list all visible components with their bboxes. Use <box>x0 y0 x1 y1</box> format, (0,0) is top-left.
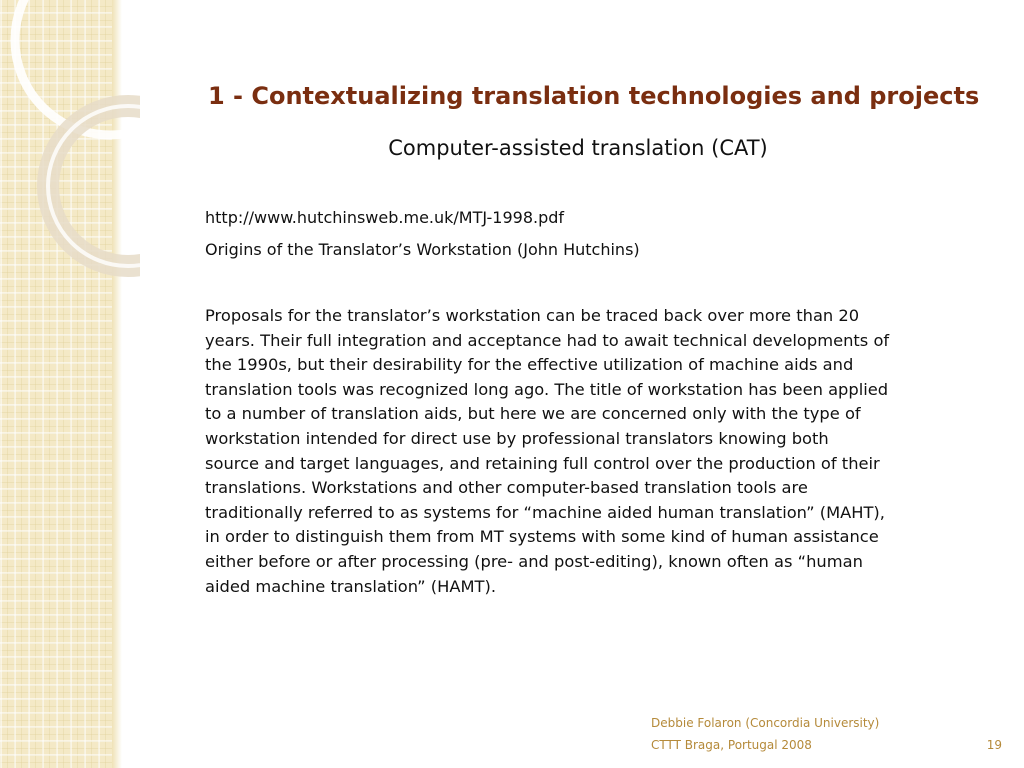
body-paragraph: Proposals for the translator’s workstation can be traced back over more than 20 years. Their full integration and acceptance had to await technical developments of the 1990s, but their desirability for the effective utilization of machine aids and translation tools was recognized long ago. The title of workstation has been applied to a number of translation aids, but here we are concerned only with the type of workstation intended for direct use by professional translators knowing both source and target languages, and retaining full control over the production of their translations. Workstations and other computer-based translation tools are traditionally referred to as systems for “machine aided human translation” (MAHT), in order to distinguish them from MT systems with some kind of human assistance either before or after processing (pre- and post-editing), known often as “human aided machine translation” (HAMT). <box>205 306 890 596</box>
decorative-circles <box>0 0 140 300</box>
slide-title: 1 - Contextualizing translation technologies and projects <box>208 82 980 110</box>
source-url: http://www.hutchinsweb.me.uk/MTJ-1998.pdf <box>205 208 565 227</box>
slide-subtitle: Computer-assisted translation (CAT) <box>388 136 768 160</box>
slide-number: 19 <box>986 738 1002 752</box>
footer-author: Debbie Folaron (Concordia University) <box>651 716 880 730</box>
source-title: Origins of the Translator’s Workstation (John Hutchins) <box>205 240 640 259</box>
footer-event: CTTT Braga, Portugal 2008 <box>651 738 812 752</box>
